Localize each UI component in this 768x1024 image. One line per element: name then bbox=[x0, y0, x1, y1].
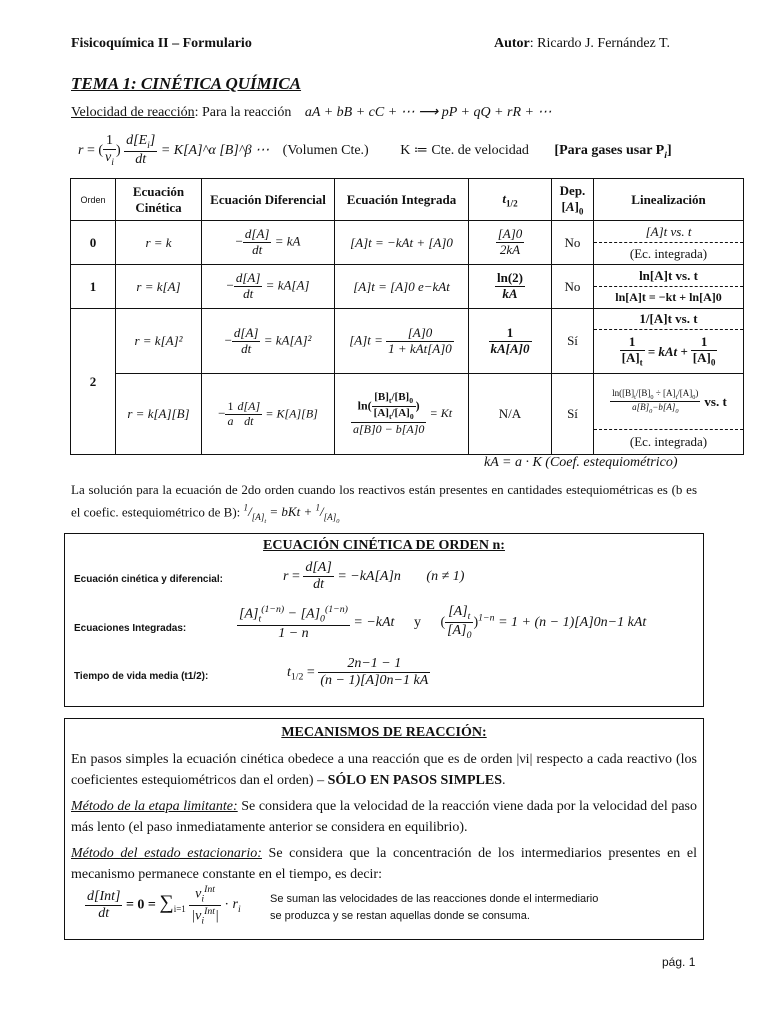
gases-note: [Para gases usar $P_i$] bbox=[554, 142, 672, 161]
cinetica-0: r = k bbox=[116, 221, 202, 265]
table-row bbox=[71, 374, 744, 455]
header-half-life: $t_{1/2}$ bbox=[469, 179, 552, 221]
orden-n-label1: Ecuación cinética y diferencial: bbox=[74, 574, 223, 585]
steady-state-eq: $\frac{\text{d[Int]}}{dt}$ = $0 = \sum_{i=1}$ $\frac{\nu_i^{Int}}{|\nu_i^{Int}|}$ · $r_i$ bbox=[87, 884, 241, 927]
lin-2a: 1/[A]t vs. t $\frac{1}{[A]_t}$ = kAt + $\frac{1}{[A]_0}$ bbox=[594, 309, 744, 374]
doc-author bbox=[494, 36, 670, 52]
cinetica-1: r = k[A] bbox=[116, 265, 202, 309]
orden-n-label3: Tiempo de vida media (t1/2): bbox=[74, 671, 209, 682]
lin-2b: $\frac{\ln([B]_t/[B]_0 \div [A]_t/[A]_0)}{a[B]_0-b[A]_0}$ vs. t (Ec. integrada) bbox=[594, 374, 744, 455]
velocidad-line bbox=[71, 104, 551, 121]
header-orden: Orden bbox=[71, 179, 116, 221]
half-2a: $\frac{1}{kA[A]0}$ bbox=[469, 309, 552, 374]
cinetica-2b: r = k[A][B] bbox=[116, 374, 202, 455]
diferencial-2b: − $\frac{1}{a}$ $\frac{d[A]}{dt}$ = K[A][B] bbox=[202, 374, 335, 455]
mecanismos-p3: Método del estado estacionario: Se considera que la concentración de los intermediarios presentes en el mecanismo permanece constante en el tiempo, es decir: bbox=[71, 846, 698, 882]
cinetica-2a: r = k[A]² bbox=[116, 309, 202, 374]
diferencial-1: − $\frac{d[A]}{dt}$ = kA[A] bbox=[202, 265, 335, 309]
rate-definition: r = ( $\frac{1}{\nu_i}$ ) $\frac{d[E_i]}{dt}$ = K[A]^α [B]^β ⋯ (Volumen Cte.) K ≔ Cte. de velocidad [Para gases usar $P_i$] bbox=[78, 133, 672, 168]
table-row bbox=[71, 265, 744, 309]
header-linealizacion: Linealización bbox=[594, 179, 744, 221]
mecanismos-box bbox=[64, 718, 704, 940]
dep-0: No bbox=[552, 221, 594, 265]
velocidad-label: Velocidad de reacción bbox=[71, 105, 195, 120]
volumen-note: (Volumen Cte.) bbox=[282, 142, 369, 158]
orden-n-eq1: r = $\frac{d[A]}{dt}$ = −kA[A]n (n ≠ 1) bbox=[283, 560, 465, 593]
orden-n-label2: Ecuaciones Integradas: bbox=[74, 623, 187, 634]
orden-n-title: ECUACIÓN CINÉTICA DE ORDEN n: bbox=[263, 538, 505, 553]
half-0: $\frac{[A]0}{2kA}$ bbox=[469, 221, 552, 265]
integrada-2b: ln( $\frac{[B]_t/[B]_0}{[A]_t/[A]_0}$ ) a[B]0 − b[A]0 = Kt bbox=[335, 374, 469, 455]
header-cinetica: Ecuación Cinética bbox=[116, 179, 202, 221]
table-row bbox=[71, 309, 744, 374]
mecanismos-p2: Método de la etapa limitante: Se considera que la velocidad de la reacción viene dada por la velocidad del paso más lento (el paso inmediatamente anterior se considera en equilibrio). bbox=[71, 799, 697, 835]
orden-n-eq3: $t_{1/2}$ = $\frac{2n-1 - 1}{(n - 1)[A]0n-1 kA}$ bbox=[287, 656, 429, 689]
orden-n-eq2: $\frac{[A]_t^{(1-n)} - [A]_0^{(1-n)}}{1 - n}$ = −kAt y ( $\frac{[A]_t}{[A]_0}$ )$^{1-n}$ = 1 + (n − 1)[A]0n−1 kAt bbox=[239, 604, 647, 642]
header-integrada: Ecuación Integrada bbox=[335, 179, 469, 221]
orden-2: 2 bbox=[71, 309, 116, 455]
k-definition: K ≔ Cte. de velocidad bbox=[400, 142, 529, 158]
lin-0: [A]t vs. t (Ec. integrada) bbox=[594, 221, 744, 265]
orden-n-box bbox=[64, 533, 704, 707]
half-1: $\frac{\ln(2)}{kA}$ bbox=[469, 265, 552, 309]
integrada-0: [A]t = −kAt + [A]0 bbox=[335, 221, 469, 265]
table-header-row bbox=[71, 179, 744, 221]
tema-title: TEMA 1: CINÉTICA QUÍMICA bbox=[71, 74, 302, 93]
author-name: : Ricardo J. Fernández T. bbox=[529, 36, 670, 51]
steady-state-note: Se suman las velocidades de las reacciones donde el intermediario se produzca y se restan aquellas donde se consuma. bbox=[270, 893, 599, 922]
lin-1: ln[A]t vs. t ln[A]t = −kt + ln[A]0 bbox=[594, 265, 744, 309]
orden-0: 0 bbox=[71, 221, 116, 265]
author-label: Autor bbox=[494, 36, 530, 51]
velocidad-text: : Para la reacción bbox=[194, 105, 292, 120]
doc-title: Fisicoquímica II – Formulario bbox=[71, 36, 252, 51]
diferencial-2a: − $\frac{d[A]}{dt}$ = kA[A]² bbox=[202, 309, 335, 374]
coef-note: kA = a · K (Coef. estequiométrico) bbox=[484, 455, 678, 470]
integrada-2a: [A]t = $\frac{[A]0}{\text{1 + kAt[A]0}}$ bbox=[335, 309, 469, 374]
half-2b: N/A bbox=[469, 374, 552, 455]
integrada-1: [A]t = [A]0 e−kAt bbox=[335, 265, 469, 309]
kinetics-table bbox=[70, 178, 744, 455]
mecanismos-title: MECANISMOS DE REACCIÓN: bbox=[281, 725, 487, 740]
dep-1: No bbox=[552, 265, 594, 309]
solution-paragraph: La solución para la ecuación de 2do orden cuando los reactivos están presentes en cantidades estequiométricas es (b es el coefic. estequiométrico de B): $^1/_{[A]_t}$ = bKt + $^1/_{[A]_0}$ bbox=[71, 482, 697, 525]
reaction-equation: aA + bB + cC + ⋯ ⟶ pP + qQ + rR + ⋯ bbox=[304, 105, 552, 120]
diferencial-0: − $\frac{d[A]}{dt}$ = kA bbox=[202, 221, 335, 265]
mecanismos-p1: En pasos simples la ecuación cinética obedece a una reacción que es de orden |νi| respecto a cada reactivo (los coeficientes estequiométricos dan el orden) – SÓLO EN PASOS SIMPLES. bbox=[71, 752, 697, 788]
header-dependencia: Dep. $[A]_0$ bbox=[552, 179, 594, 221]
dep-2a: Sí bbox=[552, 309, 594, 374]
table-row bbox=[71, 221, 744, 265]
dep-2b: Sí bbox=[552, 374, 594, 455]
rate-law: = K[A]^α [B]^β ⋯ bbox=[160, 142, 270, 158]
orden-1: 1 bbox=[71, 265, 116, 309]
page-number: pág. 1 bbox=[662, 955, 696, 969]
header-diferencial: Ecuación Diferencial bbox=[202, 179, 335, 221]
